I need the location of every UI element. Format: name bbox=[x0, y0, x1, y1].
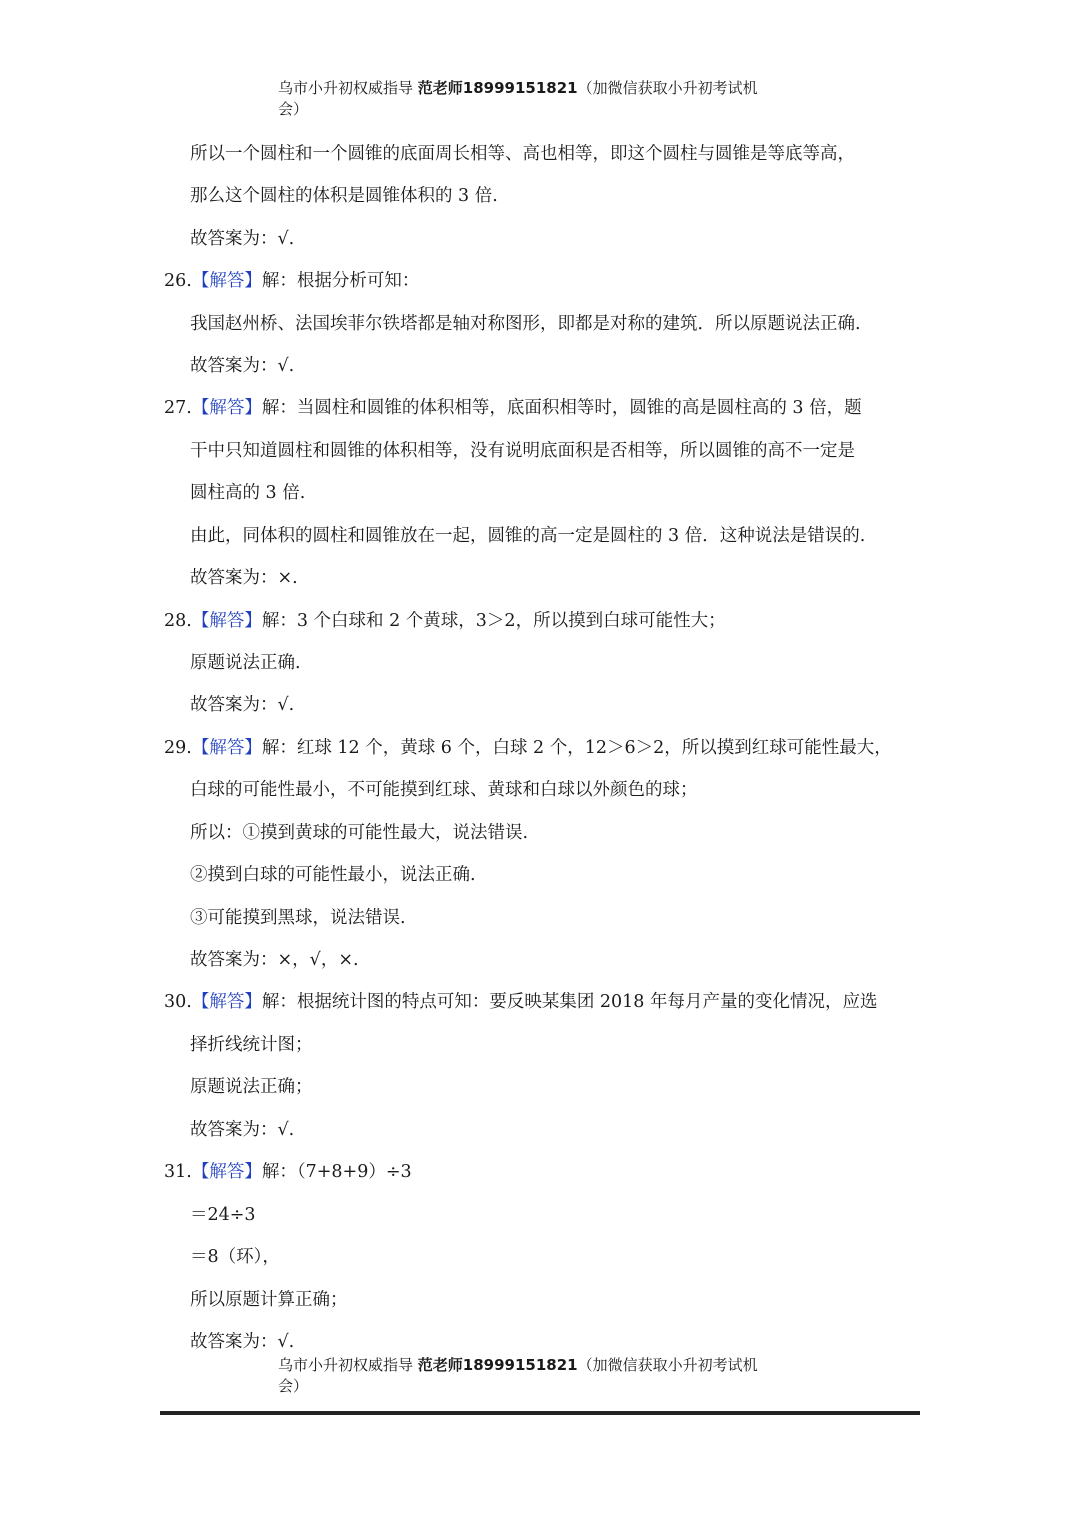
text-line: 我国赵州桥、法国埃菲尔铁塔都是轴对称图形，即都是对称的建筑．所以原题说法正确. bbox=[190, 314, 861, 334]
header-title: 乌市小升初权威指导 bbox=[278, 79, 414, 97]
footer-line bbox=[278, 1355, 798, 1376]
answer-line: 故答案为：√. bbox=[190, 356, 295, 376]
question-text: 解：根据统计图的特点可知：要反映某集团 2018 年每月产量的变化情况，应选 bbox=[261, 992, 878, 1012]
question-28 bbox=[164, 609, 726, 633]
footer-title: 乌市小升初权威指导 bbox=[278, 1356, 414, 1374]
answer-tag: 【解答】 bbox=[191, 1162, 262, 1182]
answer-line: 故答案为：√. bbox=[190, 695, 295, 715]
answer-tag: 【解答】 bbox=[191, 271, 262, 291]
page-header bbox=[278, 78, 798, 120]
question-text: 解：根据分析可知： bbox=[261, 271, 420, 291]
question-29 bbox=[164, 736, 892, 760]
answer-tag: 【解答】 bbox=[191, 611, 262, 631]
text-line: 所以原题计算正确； bbox=[190, 1290, 348, 1310]
footer-contact: 范老师18999151821 bbox=[417, 1356, 578, 1374]
header-note-wrap: 会） bbox=[278, 100, 309, 118]
question-27 bbox=[164, 396, 862, 420]
text-line: 原题说法正确； bbox=[190, 1077, 313, 1097]
question-number: 31. bbox=[164, 1162, 192, 1182]
question-26 bbox=[164, 269, 419, 293]
text-line: 择折线统计图； bbox=[190, 1035, 313, 1055]
answer-tag: 【解答】 bbox=[191, 992, 262, 1012]
question-text: 解：（7+8+9）÷3 bbox=[261, 1162, 412, 1182]
text-line: ＝24÷3 bbox=[190, 1205, 256, 1225]
text-line: 原题说法正确. bbox=[190, 653, 301, 673]
answer-tag: 【解答】 bbox=[191, 398, 262, 418]
text-line: 圆柱高的 3 倍. bbox=[190, 483, 306, 503]
question-text: 解：当圆柱和圆锥的体积相等，底面积相等时，圆锥的高是圆柱高的 3 倍，题 bbox=[261, 398, 862, 418]
text-line: 所以一个圆柱和一个圆锥的底面周长相等、高也相等，即这个圆柱与圆锥是等底等高， bbox=[190, 144, 855, 164]
question-number: 30. bbox=[164, 992, 192, 1012]
text-line: 那么这个圆柱的体积是圆锥体积的 3 倍. bbox=[190, 186, 498, 206]
answer-line: 故答案为：√. bbox=[190, 229, 295, 249]
question-text: 解：3 个白球和 2 个黄球，3＞2，所以摸到白球可能性大； bbox=[261, 611, 726, 631]
question-30 bbox=[164, 990, 878, 1014]
text-line: ③可能摸到黑球，说法错误. bbox=[190, 908, 406, 928]
footer-note: （加微信获取小升初考试机 bbox=[577, 1356, 758, 1374]
answer-line: 故答案为：×. bbox=[190, 568, 298, 588]
footer-note-wrap: 会） bbox=[278, 1377, 309, 1395]
answer-tag: 【解答】 bbox=[191, 738, 262, 758]
header-note: （加微信获取小升初考试机 bbox=[577, 79, 758, 97]
footer-divider bbox=[160, 1411, 920, 1415]
text-line: 白球的可能性最小，不可能摸到红球、黄球和白球以外颜色的球； bbox=[190, 780, 698, 800]
text-line: ②摸到白球的可能性最小，说法正确. bbox=[190, 865, 476, 885]
question-number: 28. bbox=[164, 611, 192, 631]
text-line: 所以：①摸到黄球的可能性最大，说法错误. bbox=[190, 823, 529, 843]
question-31 bbox=[164, 1160, 412, 1184]
question-text: 解：红球 12 个，黄球 6 个，白球 2 个，12＞6＞2，所以摸到红球可能性最大， bbox=[261, 738, 892, 758]
page-footer bbox=[278, 1355, 798, 1397]
text-line: 干中只知道圆柱和圆锥的体积相等，没有说明底面积是否相等，所以圆锥的高不一定是 bbox=[190, 441, 855, 461]
header-line bbox=[278, 78, 798, 99]
question-number: 27. bbox=[164, 398, 192, 418]
answer-line: 故答案为：×，√，×. bbox=[190, 950, 359, 970]
answer-line: 故答案为：√. bbox=[190, 1332, 295, 1352]
answer-line: 故答案为：√. bbox=[190, 1120, 295, 1140]
header-contact: 范老师18999151821 bbox=[417, 79, 578, 97]
text-line: ＝8（环）， bbox=[190, 1247, 280, 1267]
question-number: 29. bbox=[164, 738, 192, 758]
text-line: 由此，同体积的圆柱和圆锥放在一起，圆锥的高一定是圆柱的 3 倍．这种说法是错误的. bbox=[190, 526, 866, 546]
question-number: 26. bbox=[164, 271, 192, 291]
